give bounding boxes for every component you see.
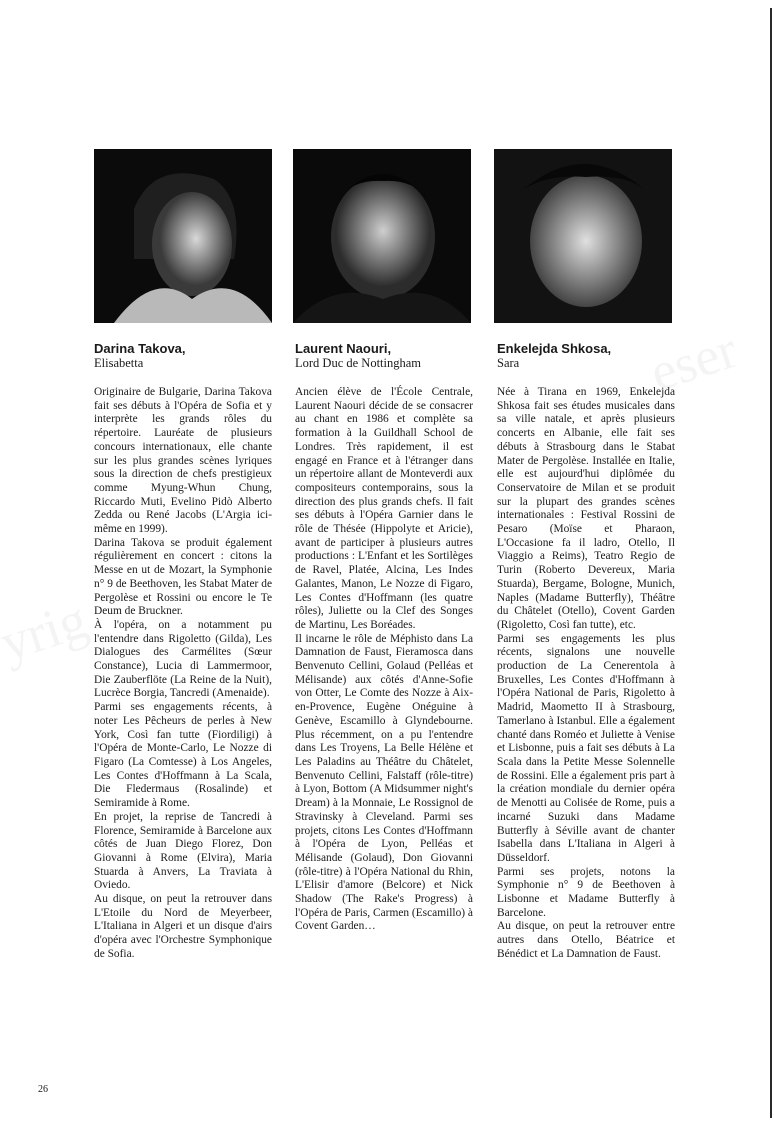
bio-paragraph: Originaire de Bulgarie, Darina Takova fait ses débuts à l'Opéra de Sofia et y interprète les grands rôles du répertoire. Lauréate de plusieurs concours internationaux, elle chante sur les plus grandes scènes lyriques sous la direction de chefs prestigieux comme Myung-Whun Chung, Riccardo Muti, Evelino Pidò Alberto Zedda ou René Jacobs (L'Argia ici-même en 1999). xyxy=(94,386,272,536)
page-edge xyxy=(770,8,772,1118)
bio-paragraph: Au disque, on peut la retrouver dans L'Etoile du Nord de Meyerbeer, L'Italiana in Algeri et un disque d'airs d'opéra avec l'Orchestre Symphonique de Sofia. xyxy=(94,893,272,960)
portrait-photo-takova xyxy=(94,149,272,323)
watermark xyxy=(0,588,94,674)
bio-paragraph: Darina Takova se produit également régulièrement en concert : citons la Messe en ut de Mozart, la Symphonie n° 9 de Beethoven, les Stabat Mater de Pergolèse et Rossini ou encore le Te Deum de Bruckner. xyxy=(94,536,272,618)
singer-column-takova xyxy=(94,341,272,962)
bio-paragraph: Parmi ses projets, notons la Symphonie n° 9 de Beethoven à Lisbonne et Madame Butterfly à Barcelone. xyxy=(497,865,675,919)
singer-name: Darina Takova, xyxy=(94,341,186,356)
singer-role: Elisabetta xyxy=(94,356,144,370)
singer-column-naouri xyxy=(295,341,473,934)
bio-paragraph: Au disque, on peut la retrouver entre autres dans Otello, Béatrice et Bénédict et La Damnation de Faust. xyxy=(497,920,675,960)
portrait-photo-naouri xyxy=(293,149,471,323)
page-number: 26 xyxy=(38,1084,48,1095)
portrait-image xyxy=(494,149,672,323)
singer-column-shkosa xyxy=(497,341,675,962)
singer-name: Enkelejda Shkosa, xyxy=(497,341,612,356)
bio-paragraph: Née à Tirana en 1969, Enkelejda Shkosa fait ses études musicales dans sa ville natale, et après plusieurs concerts en Albanie, elle fait ses débuts à Strasbourg dans le Stabat Mater de Pergolèse. Installée en Italie, elle est aujourd'hui diplômée du Conservatoire de Milan et se produit sur la plupart des grandes scènes internationales : Festival Rossini de Pesaro (Moïse et Pharaon, L'Occasione fa il ladro, Otello, Il Viaggio a Reims), Teatro Regio de Turin (Roberto Devereux, Maria Stuarda), Bergame, Bologne, Munich, Naples (Madame Butterfly), Théâtre du Châtelet (Otello), Covent Garden (Rigoletto, Così fan tutte), etc. xyxy=(497,386,675,631)
portrait-image xyxy=(293,149,471,323)
bio-paragraph: Il incarne le rôle de Méphisto dans La Damnation de Faust, Fieramosca dans Benvenuto Cellini, Golaud (Pelléas et Mélisande) aux côtés d'Anne-Sofie von Otter, Le Comte des Nozze à Aix-en-Provence, Eugène Onéguine à Genève, Escamillo à Glyndebourne. Plus récemment, on a pu l'entendre dans Les Troyens, La Belle Hélène et Les Paladins au Théâtre du Châtelet, Benvenuto Cellini, Falstaff (rôle-titre) à Lyon, Bottom (A Midsummer night's Dream) à la Monnaie, Le Rossignol de Stravinsky à Cleveland. Parmi ses projets, citons Les Contes d'Hoffmann à l'Opéra de Lyon, Pelléas et Mélisande (Golaud), Don Giovanni (rôle-titre) à l'Opéra National du Rhin, L'Elisir d'amore (Belcore) et Nick Shadow (The Rake's Progress) à l'Opéra de Paris, Carmen (Escamillo) à Covent Garden… xyxy=(295,632,473,933)
singer-name: Laurent Naouri, xyxy=(295,341,392,356)
singer-role: Sara xyxy=(497,356,520,370)
singer-biography xyxy=(94,386,272,962)
portrait-photo-shkosa xyxy=(494,149,672,323)
bio-paragraph: En projet, la reprise de Tancredi à Florence, Semiramide à Barcelone aux côtés de Juan Diego Florez, Don Giovanni à Rome (Elvira), Maria Stuarda à Anvers, La Traviata à Oviedo. xyxy=(94,810,272,892)
singer-role: Lord Duc de Nottingham xyxy=(295,356,422,370)
bio-paragraph: Ancien élève de l'École Centrale, Laurent Naouri décide de se consacrer au chant en 1986 et complète sa formation à la Guildhall School de Londres. Très rapidement, il est engagé en France et à l'étranger dans un répertoire allant de Monteverdi aux compositeurs contemporains, sous la direction des plus grands chefs. Il fait ses débuts à l'Opéra Garnier dans le rôle de Thésée (Hippolyte et Aricie), avant de participer à plusieurs autres productions : L'Enfant et les Sortilèges de Ravel, Platée, Alcina, Les Indes Galantes, Manon, Le Nozze di Figaro, Les Contes d'Hoffmann (les quatre rôles), Juliette ou la Clef des Songes de Martinu, Les Boréades. xyxy=(295,386,473,631)
bio-paragraph: Parmi ses engagements récents, à noter Les Pêcheurs de perles à New York, Così fan tutte (Fiordiligi) à l'Opéra de Monte-Carlo, Le Nozze di Figaro (La Comtesse) à Los Angeles, Les Contes d'Hoffmann à La Scala, Die Fledermaus (Rosalinde) et Semiramide à Rome. xyxy=(94,701,272,810)
singer-biography xyxy=(497,386,675,962)
singer-biography xyxy=(295,386,473,934)
bio-paragraph: Parmi ses engagements les plus récents, signalons une nouvelle production de La Cenerentola à Bruxelles, Les Contes d'Hoffmann à l'Opéra National de Paris, Rigoletto à Madrid, Maometto II à Strasbourg, Tamerlano à Istanbul. Elle a également chanté dans Roméo et Juliette à Venise et Lisbonne, puis a fait ses débuts à La Scala dans la Petite Messe Solennelle de Rossini. Elle a également pris part à la création mondiale du dernier opéra de Menotti au Colisée de Rome, puis a incarné Suzuki dans Madame Butterfly à Séville avant de chanter Isabella dans L'Italiana in Algeri à Düsseldorf. xyxy=(497,632,675,864)
portrait-image xyxy=(94,149,272,323)
bio-paragraph: À l'opéra, on a notamment pu l'entendre dans Rigoletto (Gilda), Les Dialogues des Carmélites (Sœur Constance), Lucia di Lammermoor, Die Zauberflöte (La Reine de la Nuit), Lucrèce Borgia, Tancredi (Amenaide). xyxy=(94,618,272,700)
